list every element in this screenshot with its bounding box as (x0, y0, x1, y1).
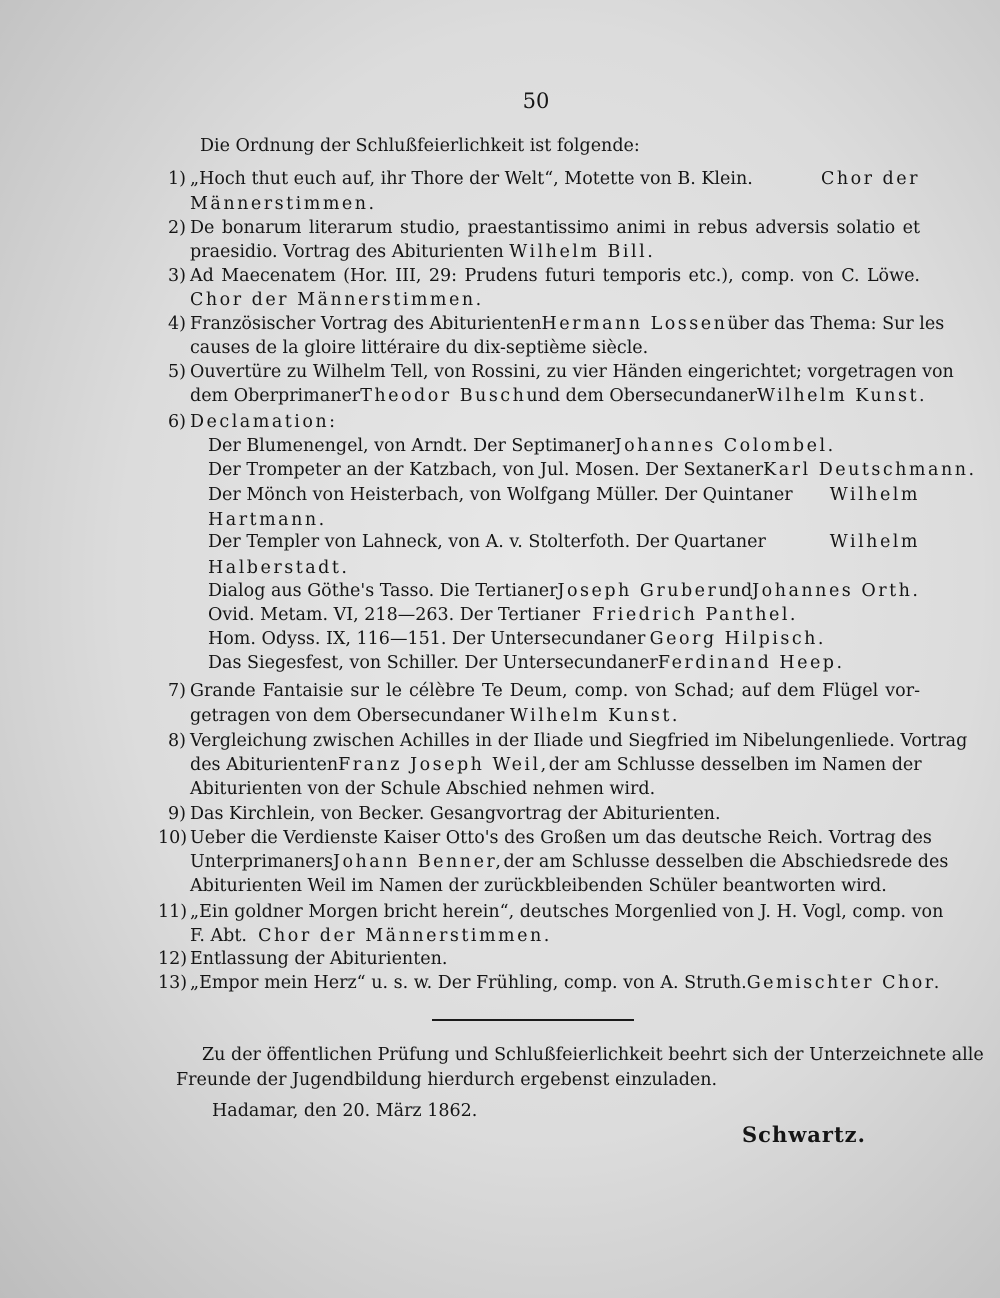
declamation-line: Halberstadt. (208, 558, 350, 578)
program-text: Hom. Odyss. IX, 116—151. Der Untersecundaner (208, 629, 646, 649)
program-text: „Hoch thut euch auf, ihr Thore der Welt“, Motette von B. Klein. (190, 169, 753, 189)
program-line (190, 168, 920, 190)
item-number: 11) (158, 902, 188, 922)
program-text: getragen von dem Obersecundaner (190, 706, 505, 726)
program-line: Ueber die Verdienste Kaiser Otto's des Großen um das deutsche Reich. Vortrag des (190, 828, 932, 848)
declamation-line (208, 604, 798, 626)
program-text: der am Schlusse desselben im Namen der (548, 755, 922, 775)
declamation-line (208, 628, 826, 650)
performer-name: Theodor Busch (360, 386, 527, 406)
program-line (190, 851, 949, 873)
declamation-line (208, 580, 920, 602)
program-text: Dialog aus Göthe's Tasso. Die Tertianer (208, 581, 558, 601)
performer-name: Karl Deutschmann. (763, 460, 977, 480)
program-line: Entlassung der Abiturienten. (190, 949, 448, 969)
program-line: „Ein goldner Morgen bricht herein“, deutsches Morgenlied von J. H. Vogl, comp. von (190, 902, 944, 922)
item-number: 8) (168, 731, 186, 751)
program-line (190, 705, 680, 727)
program-line: Chor der Männerstimmen. (190, 290, 484, 310)
program-line (190, 313, 945, 335)
performer-name: Wilhelm (829, 532, 920, 552)
item-number: 2) (168, 218, 186, 238)
performer-name: Johannes Colombel. (614, 436, 836, 456)
program-text: Unterprimaners (190, 852, 333, 872)
program-line (190, 925, 552, 947)
item-number: 4) (168, 314, 186, 334)
performer-name: Wilhelm Kunst. (756, 386, 928, 406)
program-text: und dem Obersecundaner (526, 386, 757, 406)
program-text: der am Schlusse desselben die Abschiedsrede des (503, 852, 949, 872)
intro-line: Die Ordnung der Schlußfeierlichkeit ist folgende: (200, 136, 640, 156)
performer-name: Franz Joseph Weil, (338, 755, 549, 775)
declamation-line (208, 435, 836, 457)
declamation-line (208, 652, 845, 674)
program-text: über das Thema: Sur les (727, 314, 945, 334)
closing-line: Zu der öffentlichen Prüfung und Schlußfeierlichkeit beehrt sich der Unterzeichnete alle (202, 1045, 984, 1065)
program-line: Männerstimmen. (190, 194, 377, 214)
performer-name: Hermann Lossen (541, 314, 728, 334)
program-line (190, 241, 655, 263)
performer-name: Johannes Orth. (752, 581, 921, 601)
item-number: 6) (168, 412, 186, 432)
program-text: Der Trompeter an der Katzbach, von Jul. Mosen. Der Sextaner (208, 460, 764, 480)
item-number: 3) (168, 266, 186, 286)
program-text: dem Oberprimaner (190, 386, 361, 406)
program-line: Ouvertüre zu Wilhelm Tell, von Rossini, zu vier Händen eingerichtet; vorgetragen von (190, 362, 954, 382)
program-text: „Empor mein Herz“ u. s. w. Der Frühling, comp. von A. Struth. (190, 973, 747, 993)
section-heading: Declamation: (190, 412, 338, 432)
item-number: 5) (168, 362, 186, 382)
program-text: Das Siegesfest, von Schiller. Der Untersecundaner (208, 653, 658, 673)
program-line (190, 972, 942, 994)
program-line: causes de la gloire littéraire du dix-septième siècle. (190, 338, 649, 358)
performer-name: Wilhelm Bill. (509, 242, 656, 262)
declamation-line (208, 459, 977, 481)
declamation-line: Hartmann. (208, 510, 327, 530)
performer-name: Gemischter Chor. (746, 973, 942, 993)
item-number: 7) (168, 681, 186, 701)
program-text: Der Mönch von Heisterbach, von Wolfgang Müller. Der Quintaner (208, 485, 793, 505)
program-text: praesidio. Vortrag des Abiturienten (190, 242, 504, 262)
item-number: 12) (158, 949, 188, 969)
program-line: De bonarum literarum studio, praestantissimo animi in rebus adversis solatio et (190, 218, 920, 238)
program-text: Französischer Vortrag des Abiturienten (190, 314, 542, 334)
program-text: Der Templer von Lahneck, von A. v. Stolterfoth. Der Quartaner (208, 532, 766, 552)
program-line (190, 754, 920, 776)
program-text: F. Abt. (190, 926, 247, 946)
performer-name: Ferdinand Heep. (657, 653, 845, 673)
performer-name: Chor der (820, 169, 920, 189)
performer-name: Wilhelm (829, 485, 920, 505)
divider-rule (432, 1019, 634, 1021)
item-number: 9) (168, 804, 186, 824)
program-line: Abiturienten von der Schule Abschied nehmen wird. (190, 779, 656, 799)
item-number: 13) (158, 973, 188, 993)
program-text: Ovid. Metam. VI, 218—263. Der Tertianer (208, 605, 581, 625)
place-date: Hadamar, den 20. März 1862. (212, 1101, 478, 1121)
performer-name: Joseph Gruber (557, 581, 719, 601)
declamation-line (208, 531, 920, 553)
performer-name: Georg Hilpisch. (649, 629, 826, 649)
program-line: Das Kirchlein, von Becker. Gesangvortrag der Abiturienten. (190, 804, 721, 824)
declamation-line (208, 484, 920, 506)
program-line: Ad Maecenatem (Hor. III, 29: Prudens futuri temporis etc.), comp. von C. Löwe. (190, 266, 920, 286)
program-line: Vergleichung zwischen Achilles in der Iliade und Siegfried im Nibelungenliede. Vortrag (190, 731, 968, 751)
performer-name: Johann Benner, (332, 852, 504, 872)
program-line: Grande Fantaisie sur le célèbre Te Deum, comp. von Schad; auf dem Flügel vor- (190, 681, 920, 701)
program-line (190, 385, 928, 407)
performer-name: Friedrich Panthel. (592, 605, 798, 625)
performer-name: Wilhelm Kunst. (509, 706, 680, 726)
program-text: des Abiturienten (190, 755, 339, 775)
program-line: Abiturienten Weil im Namen der zurückbleibenden Schüler beantworten wird. (190, 876, 887, 896)
program-text: und (718, 581, 753, 601)
item-number: 10) (158, 828, 188, 848)
signature: Schwartz. (742, 1122, 866, 1147)
performer-name: Chor der Männerstimmen. (258, 926, 552, 946)
program-text: Der Blumenengel, von Arndt. Der Septimaner (208, 436, 615, 456)
item-number: 1) (168, 169, 186, 189)
closing-line: Freunde der Jugendbildung hierdurch ergebenst einzuladen. (176, 1070, 718, 1090)
page-number: 50 (522, 89, 550, 113)
